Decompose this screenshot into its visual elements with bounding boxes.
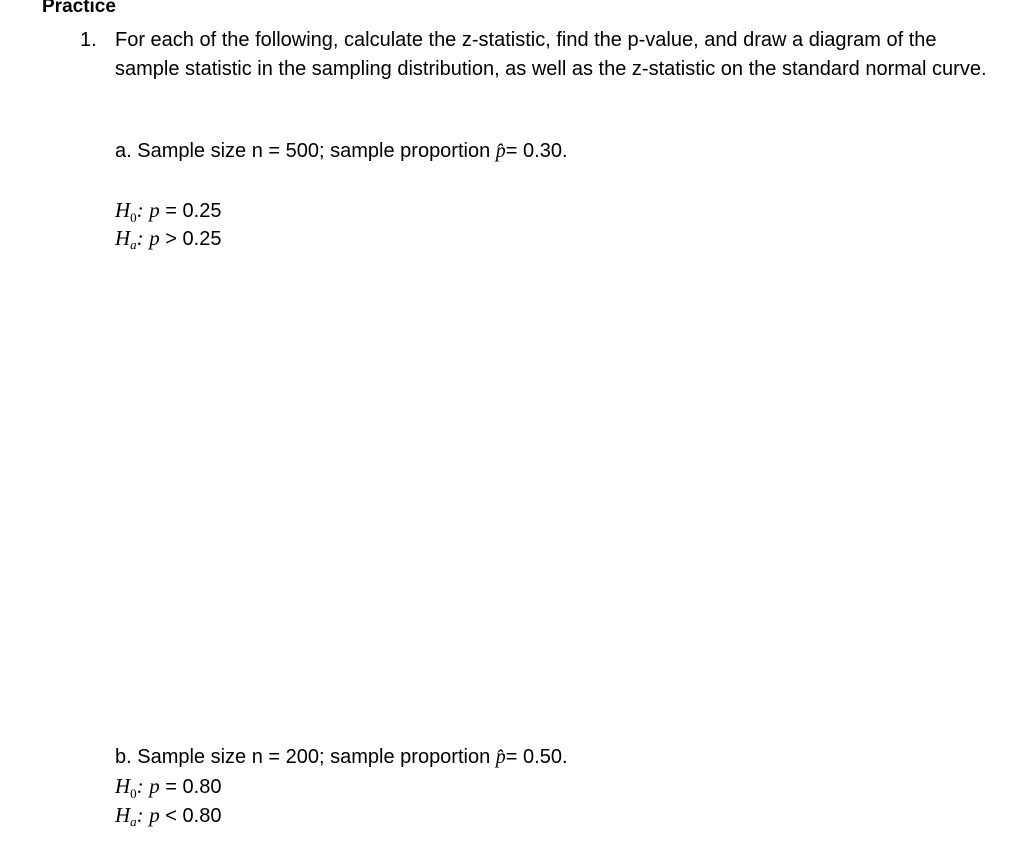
part-a-phat-symbol: p̂ [495,140,506,162]
part-a-statement [115,137,568,166]
ha-variable: p [149,803,160,827]
h0-subscript: 0 [130,210,137,225]
part-b-text-before: b. Sample size n = 200; sample proportion [115,746,496,768]
part-b-phat-symbol: p̂ [495,746,506,768]
ha-letter: H [115,226,131,250]
ha-subscript: a [130,814,137,829]
question-text: For each of the following, calculate the z-statistic, find the p-value, and draw a diagram of the sample statistic in the sampling distribution, as well as the z-statistic on the standard normal curve. [115,29,987,80]
h0-subscript: 0 [130,786,137,801]
part-a-text-after: = 0.30. [505,140,568,162]
h0-colon: : [136,774,144,798]
part-b-text-after: = 0.50. [505,746,568,768]
ha-colon: : [136,226,144,250]
ha-relation: > 0.25 [165,228,222,250]
h0-colon: : [136,198,144,222]
part-a-alt-hypothesis [115,224,221,255]
h0-relation: = 0.25 [165,200,222,222]
h0-letter: H [115,774,131,798]
part-a-null-hypothesis [115,196,221,227]
page-heading: Practice [42,0,116,17]
part-b-null-hypothesis [115,772,221,803]
h0-variable: p [149,774,160,798]
part-b-alt-hypothesis [115,801,221,832]
ha-subscript: a [130,237,137,252]
ha-relation: < 0.80 [165,805,222,827]
question-number: 1. [80,29,97,51]
h0-letter: H [115,198,131,222]
part-a-text-before: a. Sample size n = 500; sample proportion [115,140,496,162]
ha-variable: p [149,226,160,250]
ha-colon: : [136,803,144,827]
h0-variable: p [149,198,160,222]
part-b-statement [115,743,568,772]
ha-letter: H [115,803,131,827]
h0-relation: = 0.80 [165,776,222,798]
